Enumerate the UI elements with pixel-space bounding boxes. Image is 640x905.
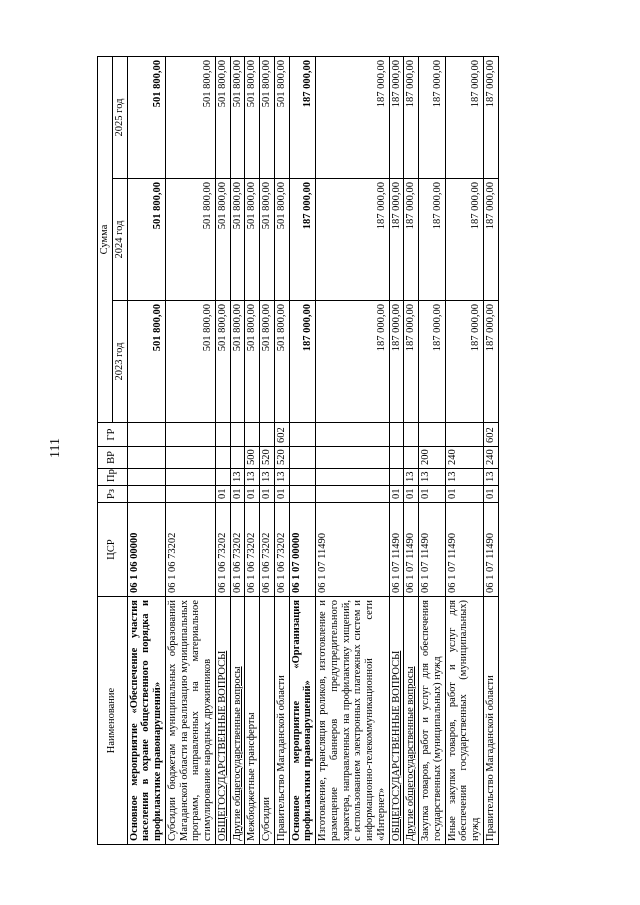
- row-gr: [165, 423, 215, 447]
- row-amount-2024: 501 800,00: [165, 179, 215, 301]
- table-row: [445, 56, 483, 844]
- row-csr: 06 1 06 73202: [230, 503, 245, 597]
- row-name: Основное мероприятие «Организация профилактики правонарушений»: [289, 597, 316, 845]
- row-name: Субсидии бюджетам муниципальных образований Магаданской области на реализацию муниципальных программ, направленных на материальное стимулирование народных дружинников: [165, 597, 215, 845]
- table-row: [389, 56, 404, 844]
- row-vr: [215, 447, 230, 469]
- row-pr: 13: [274, 469, 289, 486]
- row-vr: 520: [274, 447, 289, 469]
- row-rz: [165, 486, 215, 503]
- row-gr: [389, 423, 404, 447]
- row-vr: 200: [419, 447, 446, 469]
- row-csr: 06 1 07 00000: [289, 503, 316, 597]
- table-row: [230, 56, 245, 844]
- row-amount-2025: 501 800,00: [260, 56, 275, 178]
- row-amount-2023: 501 800,00: [230, 301, 245, 423]
- row-csr: 06 1 06 00000: [127, 503, 165, 597]
- page-number: 111: [48, 438, 63, 458]
- row-name: Правительство Магаданской области: [274, 597, 289, 845]
- row-pr: [215, 469, 230, 486]
- row-rz: 01: [245, 486, 260, 503]
- budget-table: [97, 56, 499, 845]
- row-amount-2024: 501 800,00: [274, 179, 289, 301]
- row-name: Закупка товаров, работ и услуг для обеспечения государственных (муниципальных) нужд: [419, 597, 446, 845]
- rotated-budget-table-wrapper: [97, 57, 563, 845]
- table-row: [260, 56, 275, 844]
- row-pr: [316, 469, 390, 486]
- row-vr: [316, 447, 390, 469]
- row-amount-2023: 501 800,00: [215, 301, 230, 423]
- row-pr: [389, 469, 404, 486]
- row-rz: [127, 486, 165, 503]
- row-rz: [316, 486, 390, 503]
- col-header-rz: Рз: [98, 486, 128, 503]
- table-body: [127, 56, 498, 844]
- row-amount-2025: 501 800,00: [165, 56, 215, 178]
- row-name: Межбюджетные трансферты: [245, 597, 260, 845]
- table-row: [404, 56, 419, 844]
- row-amount-2025: 187 000,00: [445, 56, 483, 178]
- row-gr: [289, 423, 316, 447]
- row-amount-2025: 501 800,00: [230, 56, 245, 178]
- row-amount-2023: 187 000,00: [404, 301, 419, 423]
- row-amount-2025: 187 000,00: [404, 56, 419, 178]
- table-row: [274, 56, 289, 844]
- row-pr: 13: [483, 469, 498, 486]
- row-pr: 13: [404, 469, 419, 486]
- col-header-sum: Сумма: [98, 56, 113, 422]
- row-vr: 520: [260, 447, 275, 469]
- row-amount-2024: 187 000,00: [289, 179, 316, 301]
- row-pr: 13: [230, 469, 245, 486]
- row-amount-2024: 187 000,00: [316, 179, 390, 301]
- row-gr: 602: [274, 423, 289, 447]
- row-amount-2024: 187 000,00: [389, 179, 404, 301]
- row-amount-2023: 187 000,00: [483, 301, 498, 423]
- row-csr: 06 1 07 11490: [316, 503, 390, 597]
- row-csr: 06 1 07 11490: [445, 503, 483, 597]
- row-amount-2025: 187 000,00: [483, 56, 498, 178]
- row-csr: 06 1 06 73202: [245, 503, 260, 597]
- table-row: [316, 56, 390, 844]
- row-csr: 06 1 07 11490: [389, 503, 404, 597]
- row-pr: [165, 469, 215, 486]
- row-amount-2023: 187 000,00: [316, 301, 390, 423]
- table-row: [483, 56, 498, 844]
- row-gr: [316, 423, 390, 447]
- row-amount-2024: 187 000,00: [419, 179, 446, 301]
- row-gr: [260, 423, 275, 447]
- row-amount-2023: 501 800,00: [274, 301, 289, 423]
- row-amount-2025: 501 800,00: [274, 56, 289, 178]
- row-amount-2024: 501 800,00: [127, 179, 165, 301]
- row-csr: 06 1 07 11490: [404, 503, 419, 597]
- row-pr: 13: [445, 469, 483, 486]
- row-name: Субсидии: [260, 597, 275, 845]
- row-vr: 240: [445, 447, 483, 469]
- row-csr: 06 1 06 73202: [260, 503, 275, 597]
- table-row: [245, 56, 260, 844]
- row-amount-2024: 501 800,00: [260, 179, 275, 301]
- row-gr: [404, 423, 419, 447]
- col-header-2025: 2025 год: [112, 56, 127, 178]
- row-pr: 13: [245, 469, 260, 486]
- row-csr: 06 1 06 73202: [274, 503, 289, 597]
- row-amount-2023: 187 000,00: [389, 301, 404, 423]
- row-amount-2024: 501 800,00: [230, 179, 245, 301]
- row-amount-2025: 187 000,00: [289, 56, 316, 178]
- col-header-2023: 2023 год: [112, 301, 127, 423]
- row-rz: 01: [274, 486, 289, 503]
- row-rz: 01: [230, 486, 245, 503]
- table-row: [419, 56, 446, 844]
- row-csr: 06 1 07 11490: [483, 503, 498, 597]
- header-row-1: [98, 56, 113, 844]
- row-vr: [289, 447, 316, 469]
- row-amount-2025: 187 000,00: [316, 56, 390, 178]
- row-csr: 06 1 07 11490: [419, 503, 446, 597]
- table-row: [289, 56, 316, 844]
- row-vr: [165, 447, 215, 469]
- row-rz: 01: [483, 486, 498, 503]
- row-amount-2025: 501 800,00: [127, 56, 165, 178]
- row-pr: [289, 469, 316, 486]
- row-amount-2025: 501 800,00: [215, 56, 230, 178]
- row-vr: [389, 447, 404, 469]
- row-vr: [404, 447, 419, 469]
- row-gr: [230, 423, 245, 447]
- row-amount-2023: 187 000,00: [289, 301, 316, 423]
- row-amount-2024: 501 800,00: [245, 179, 260, 301]
- col-header-name: Наименование: [98, 597, 128, 845]
- row-rz: 01: [419, 486, 446, 503]
- row-name: Основное мероприятие «Обеспечение участия населения в охране общественного порядка и профилактике правонарушений»: [127, 597, 165, 845]
- row-vr: [127, 447, 165, 469]
- row-vr: 240: [483, 447, 498, 469]
- row-vr: 500: [245, 447, 260, 469]
- row-rz: 01: [445, 486, 483, 503]
- row-amount-2023: 187 000,00: [419, 301, 446, 423]
- row-rz: 01: [215, 486, 230, 503]
- row-amount-2025: 187 000,00: [419, 56, 446, 178]
- row-gr: [215, 423, 230, 447]
- row-pr: [127, 469, 165, 486]
- table-row: [215, 56, 230, 844]
- row-gr: [419, 423, 446, 447]
- col-header-pr: Пр: [98, 469, 128, 486]
- col-header-vr: ВР: [98, 447, 128, 469]
- row-rz: [289, 486, 316, 503]
- row-gr: [245, 423, 260, 447]
- row-amount-2025: 501 800,00: [245, 56, 260, 178]
- row-vr: [230, 447, 245, 469]
- col-header-gr: ГР: [98, 423, 128, 447]
- row-name: Иные закупки товаров, работ и услуг для обеспечения государственных (муниципальных) нужд: [445, 597, 483, 845]
- col-header-2024: 2024 год: [112, 179, 127, 301]
- row-amount-2024: 187 000,00: [404, 179, 419, 301]
- row-gr: [127, 423, 165, 447]
- row-amount-2023: 187 000,00: [445, 301, 483, 423]
- row-pr: 13: [260, 469, 275, 486]
- row-csr: 06 1 06 73202: [215, 503, 230, 597]
- row-rz: 01: [404, 486, 419, 503]
- row-amount-2024: 187 000,00: [445, 179, 483, 301]
- row-name: Другие общегосударственные вопросы: [404, 597, 419, 845]
- row-rz: 01: [260, 486, 275, 503]
- row-amount-2023: 501 800,00: [245, 301, 260, 423]
- row-amount-2023: 501 800,00: [260, 301, 275, 423]
- row-amount-2024: 187 000,00: [483, 179, 498, 301]
- table-row: [165, 56, 215, 844]
- row-name: ОБЩЕГОСУДАРСТВЕННЫЕ ВОПРОСЫ: [389, 597, 404, 845]
- row-pr: 13: [419, 469, 446, 486]
- row-rz: 01: [389, 486, 404, 503]
- row-gr: 602: [483, 423, 498, 447]
- row-name: Правительство Магаданской области: [483, 597, 498, 845]
- col-header-csr: ЦСР: [98, 503, 128, 597]
- row-name: Другие общегосударственные вопросы: [230, 597, 245, 845]
- row-name: ОБЩЕГОСУДАРСТВЕННЫЕ ВОПРОСЫ: [215, 597, 230, 845]
- row-amount-2024: 501 800,00: [215, 179, 230, 301]
- table-row: [127, 56, 165, 844]
- row-amount-2023: 501 800,00: [127, 301, 165, 423]
- row-gr: [445, 423, 483, 447]
- row-amount-2023: 501 800,00: [165, 301, 215, 423]
- row-csr: 06 1 06 73202: [165, 503, 215, 597]
- row-amount-2025: 187 000,00: [389, 56, 404, 178]
- row-name: Изготовление, трансляция роликов, изготовление и размещение баннеров предупредительного характера, направленных на профилактику хищений, с использованием электронных платежных систем и информационно-телекоммуникационной сети «Интернет»: [316, 597, 390, 845]
